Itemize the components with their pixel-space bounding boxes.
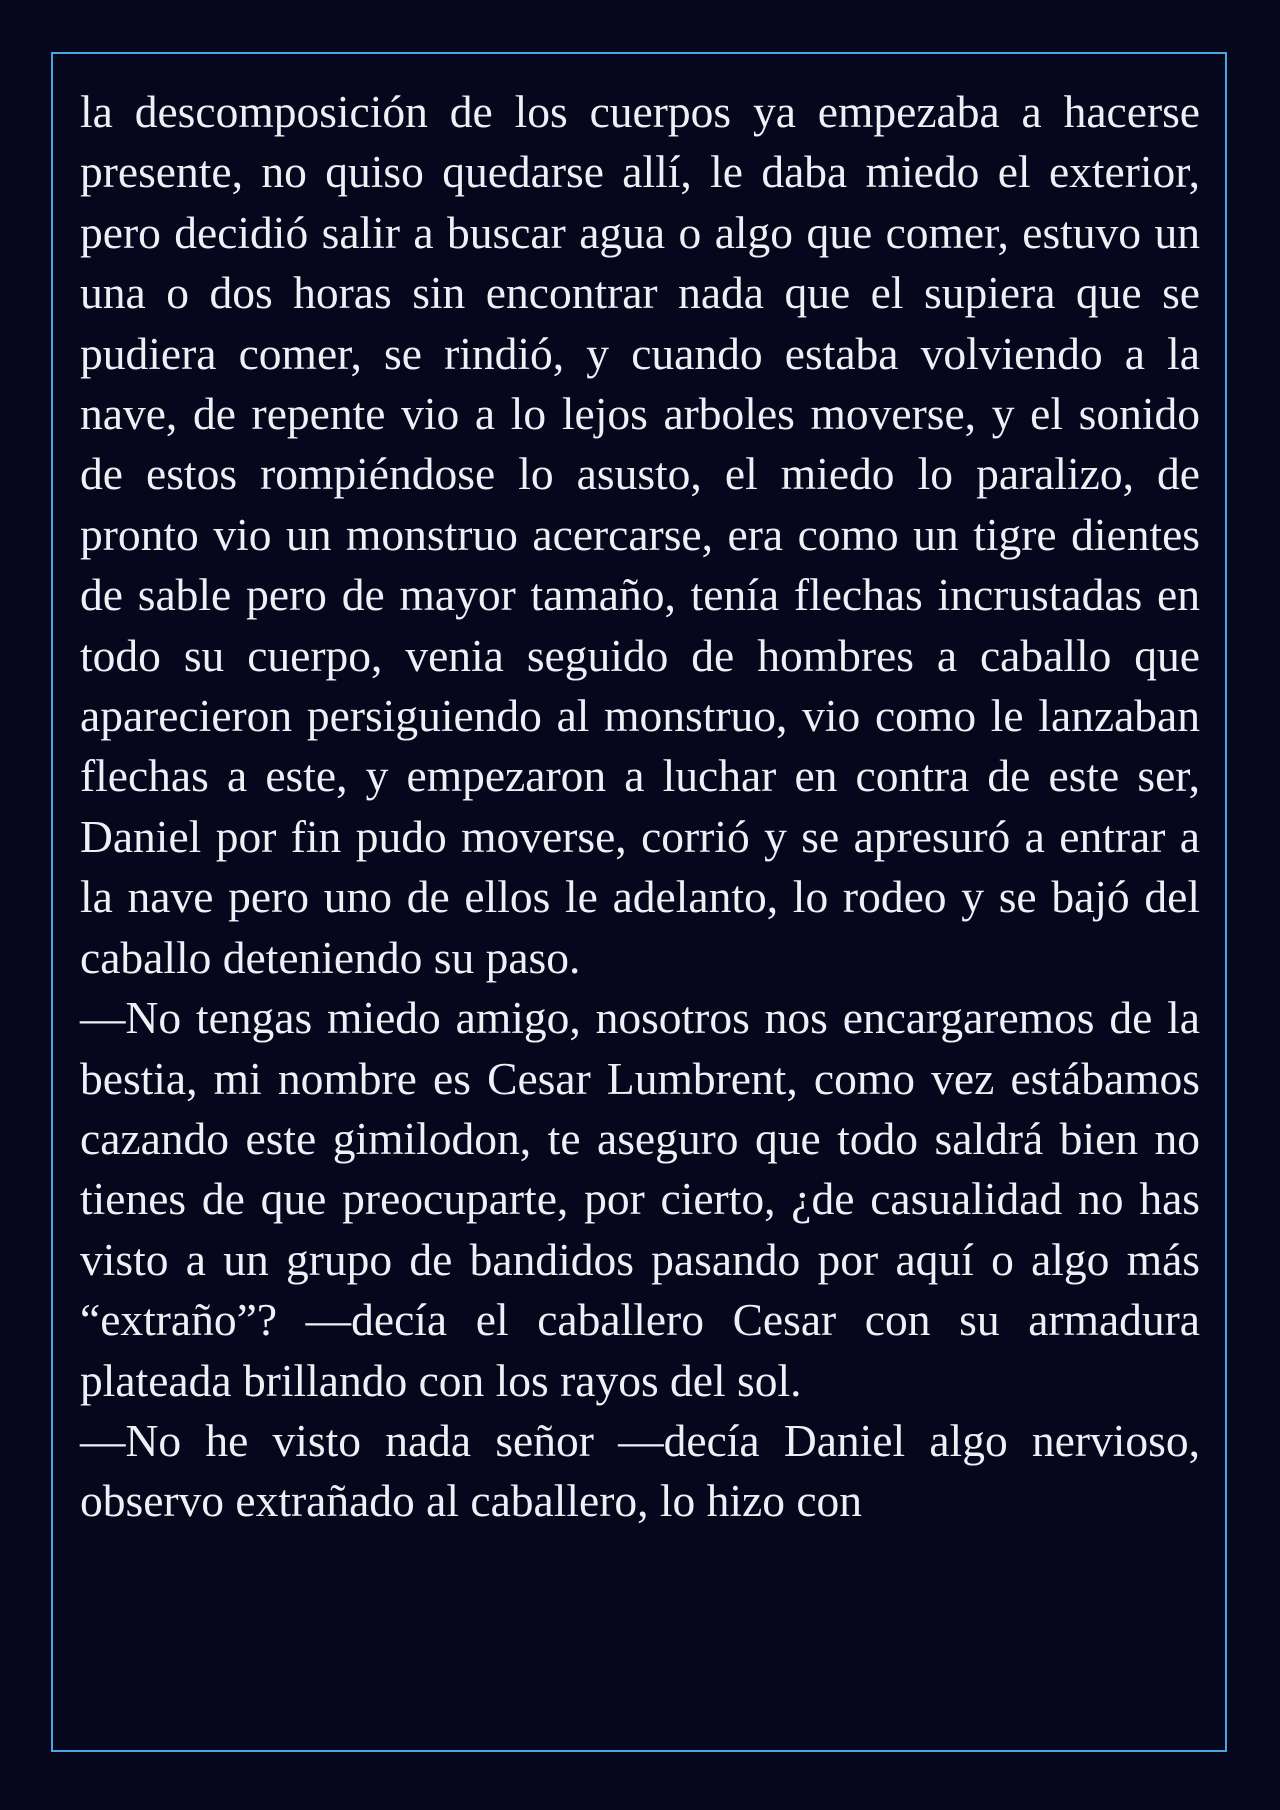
page-frame xyxy=(51,52,1227,1752)
paragraph-narration: la descomposición de los cuerpos ya empezaba a hacerse presente, no quiso quedarse allí, le daba miedo el exterior, pero decidió salir a buscar agua o algo que comer, estuvo un una o dos horas sin encontrar nada que el supiera que se pudiera comer, se rindió, y cuando estaba volviendo a la nave, de repente vio a lo lejos arboles moverse, y el sonido de estos rompiéndose lo asusto, el miedo lo paralizo, de pronto vio un monstruo acercarse, era como un tigre dientes de sable pero de mayor tamaño, tenía flechas incrustadas en todo su cuerpo, venia seguido de hombres a caballo que aparecieron persiguiendo al monstruo, vio como le lanzaban flechas a este, y empezaron a luchar en contra de este ser, Daniel por fin pudo moverse, corrió y se apresuró a entrar a la nave pero uno de ellos le adelanto, lo rodeo y se bajó del caballo deteniendo su paso. xyxy=(80,86,1200,983)
paragraph-dialogue-cesar: —No tengas miedo amigo, nosotros nos encargaremos de la bestia, mi nombre es Cesar Lumbrent, como vez estábamos cazando este gimilodon, te aseguro que todo saldrá bien no tienes de que preocuparte, por cierto, ¿de casualidad no has visto a un grupo de bandidos pasando por aquí o algo más “extraño”? —decía el caballero Cesar con su armadura plateada brillando con los rayos del sol. xyxy=(80,992,1200,1406)
paragraph-dialogue-daniel: —No he visto nada señor —decía Daniel algo nervioso, observo extrañado al caballero, lo hizo con xyxy=(80,1414,1200,1527)
body-text xyxy=(80,82,1200,1532)
